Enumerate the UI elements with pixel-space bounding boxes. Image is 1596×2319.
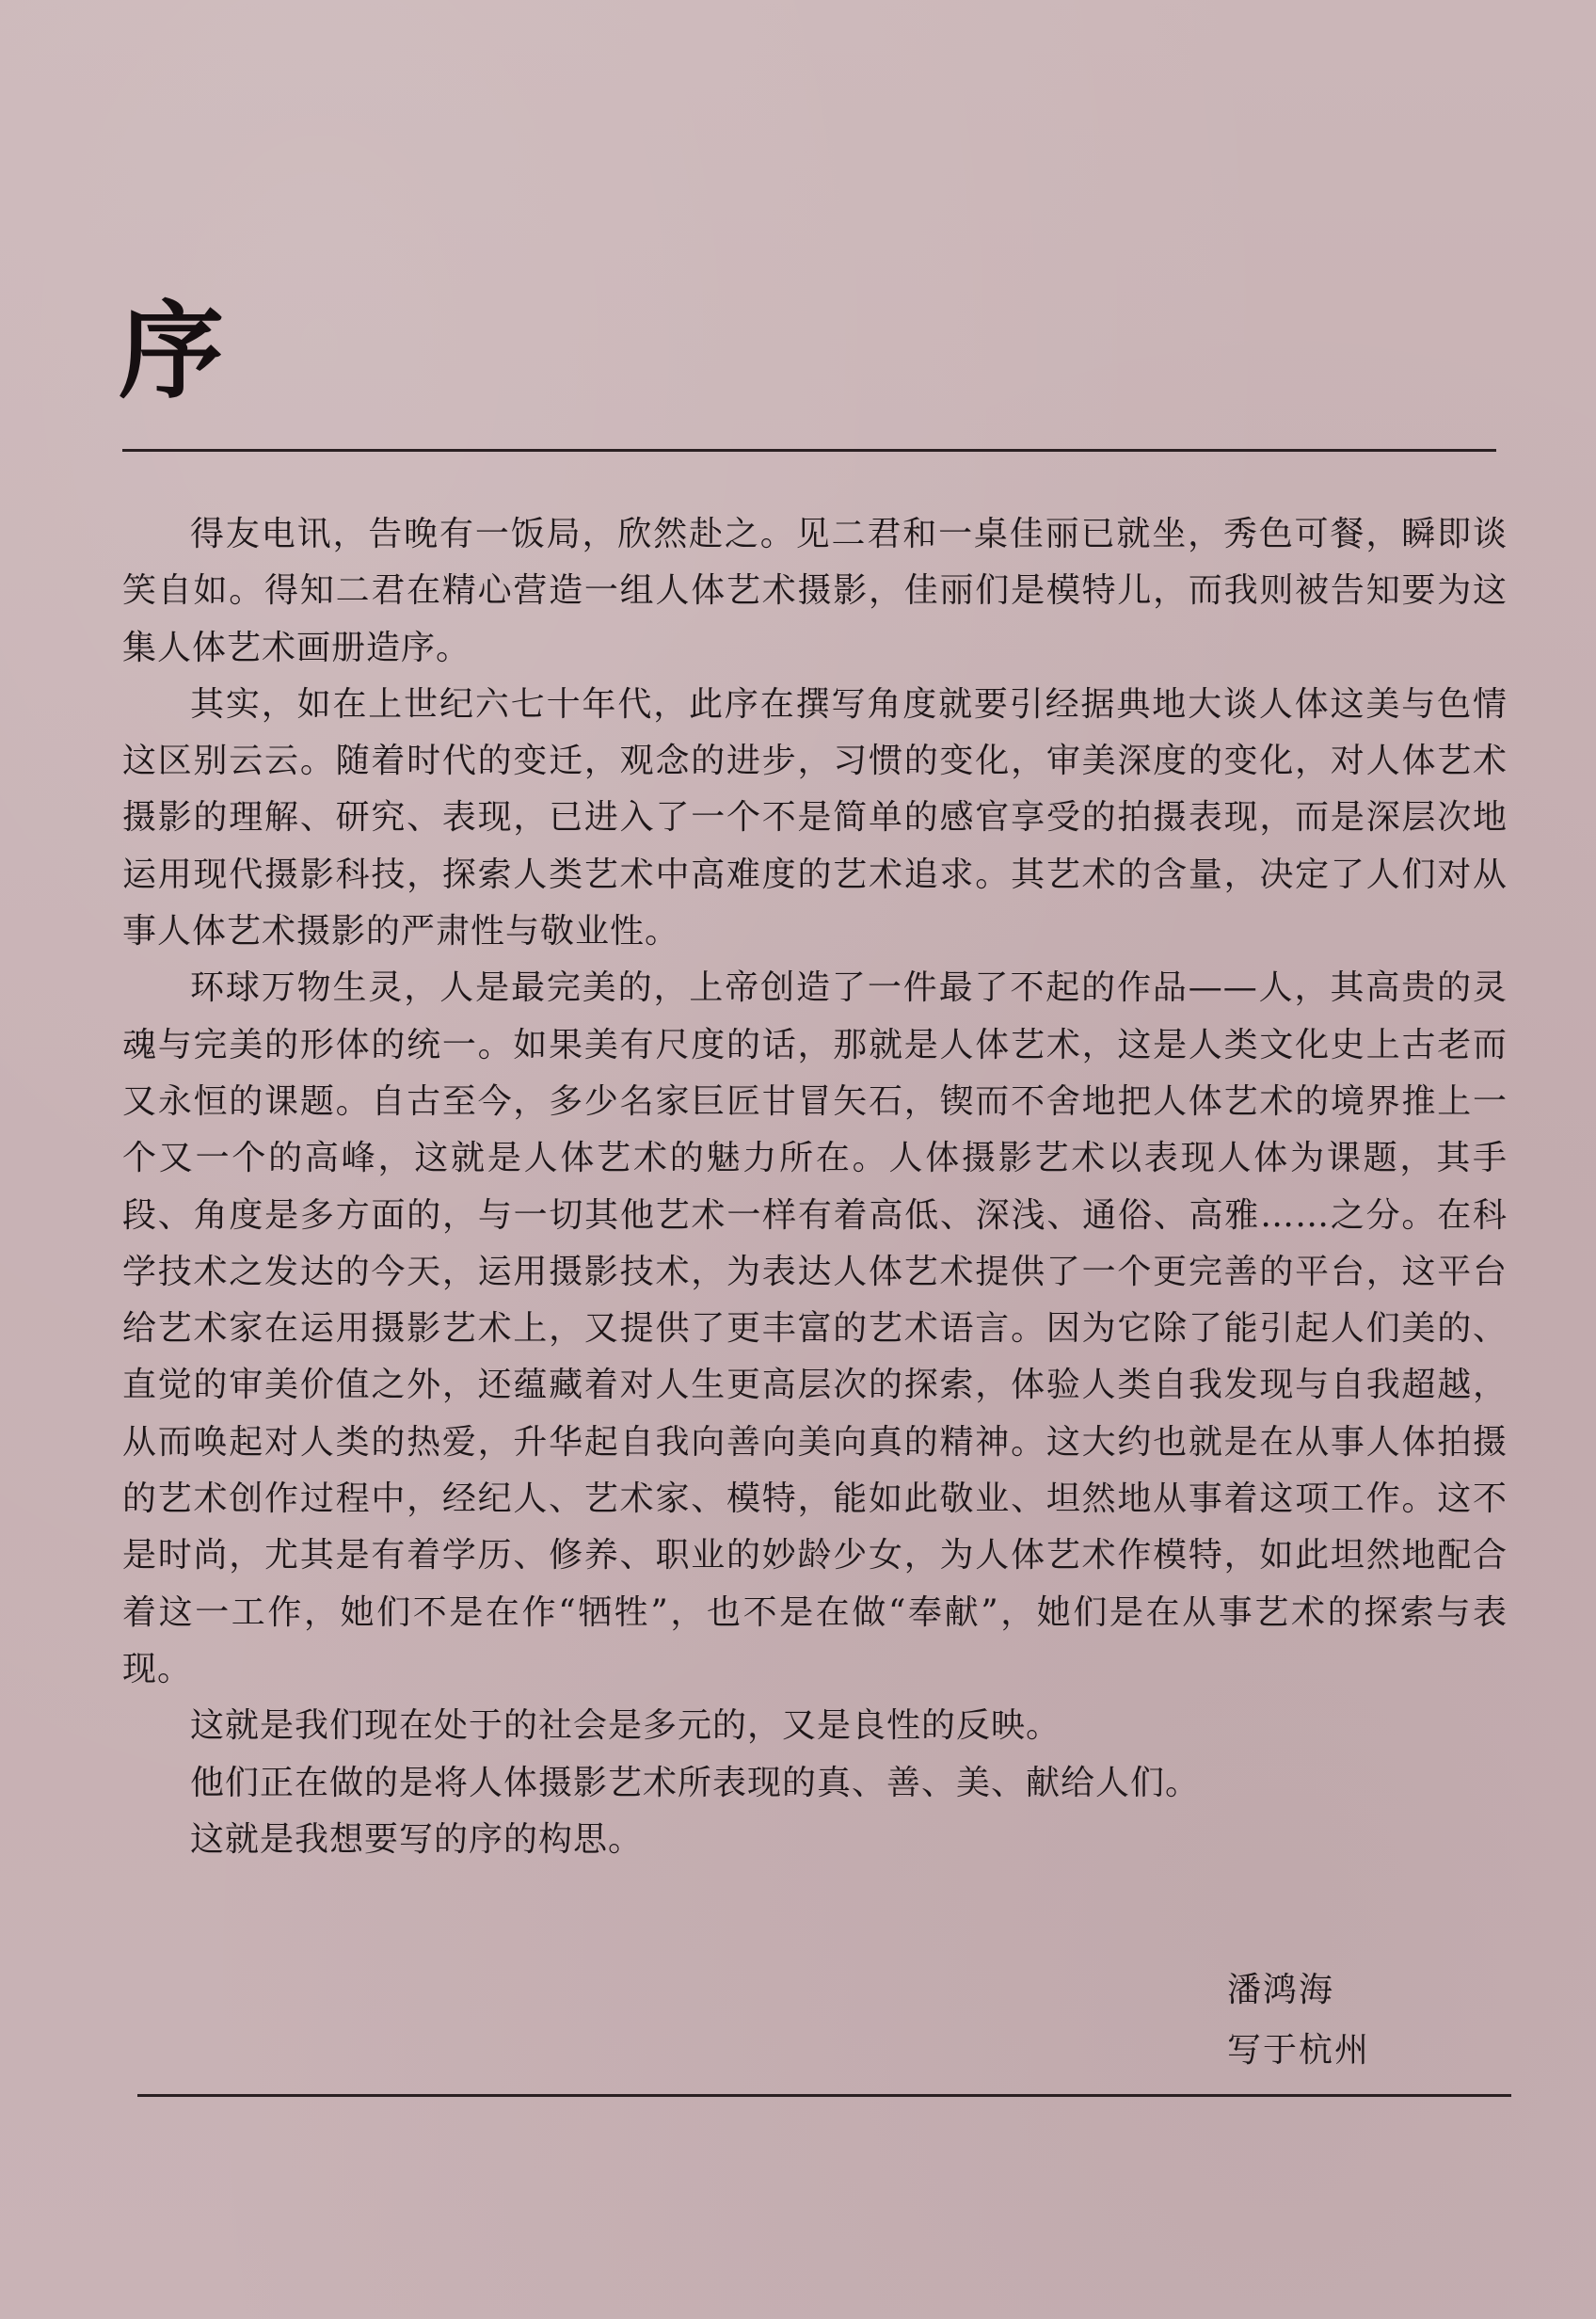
paragraph-4: 这就是我们现在处于的社会是多元的，又是良性的反映。 bbox=[190, 1706, 1061, 1746]
paragraph-2: 其实，如在上世纪六七十年代，此序在撰写角度就要引经据典地大谈人体这美与色情这区别云云。随着时代的变迁，观念的进步，习惯的变化，审美深度的变化，对人体艺术摄影的理解、研究、表现，已进入了一个不是简单的感官享受的拍摄表现，而是深层次地运用现代摄影科技，探索人类艺术中高难度的艺术追求。其艺术的含量，决定了人们对从事人体艺术摄影的严肃性与敬业性。 bbox=[122, 684, 1508, 952]
paragraph-5: 他们正在做的是将人体摄影艺术所表现的真、善、美、献给人们。 bbox=[190, 1763, 1201, 1802]
paragraph-1: 得友电讯，告晚有一饭局，欣然赴之。见二君和一桌佳丽已就坐，秀色可餐，瞬即谈笑自如。得知二君在精心营造一组人体艺术摄影，佳丽们是模特儿，而我则被告知要为这集人体艺术画册造序。 bbox=[122, 515, 1508, 667]
signature-author: 潘鸿海 bbox=[1227, 1971, 1335, 2009]
signature-block bbox=[1227, 1960, 1370, 2081]
paragraph-6: 这就是我想要写的序的构思。 bbox=[190, 1819, 644, 1859]
paragraph-3: 环球万物生灵，人是最完美的，上帝创造了一件最了不起的作品——人，其高贵的灵魂与完美的形体的统一。如果美有尺度的话，那就是人体艺术，这是人类文化史上古老而又永恒的课题。自古至今，多少名家巨匠甘冒矢石，锲而不舍地把人体艺术的境界推上一个又一个的高峰，这就是人体艺术的魅力所在。人体摄影艺术以表现人体为课题，其手段、角度是多方面的，与一切其他艺术一样有着高低、深浅、通俗、高雅……之分。在科学技术之发达的今天，运用摄影技术，为表达人体艺术提供了一个更完善的平台，这平台给艺术家在运用摄影艺术上，又提供了更丰富的艺术语言。因为它除了能引起人们美的、直觉的审美价值之外，还蕴藏着对人生更高层次的探索，体验人类自我发现与自我超越，从而唤起对人类的热爱，升华起自我向善向美向真的精神。这大约也就是在从事人体拍摄的艺术创作过程中，经纪人、艺术家、模特，能如此敬业、坦然地从事着这项工作。这不是时尚，尤其是有着学历、修养、职业的妙龄少女，为人体艺术作模特，如此坦然地配合着这一工作，她们不是在作“牺牲”，也不是在做“奉献”，她们是在从事艺术的探索与表现。 bbox=[122, 968, 1508, 1688]
signature-place: 写于杭州 bbox=[1227, 2031, 1371, 2070]
page-title: 序 bbox=[119, 290, 224, 413]
top-divider bbox=[122, 449, 1496, 452]
preface-body bbox=[122, 506, 1508, 1868]
bottom-divider bbox=[137, 2094, 1511, 2097]
